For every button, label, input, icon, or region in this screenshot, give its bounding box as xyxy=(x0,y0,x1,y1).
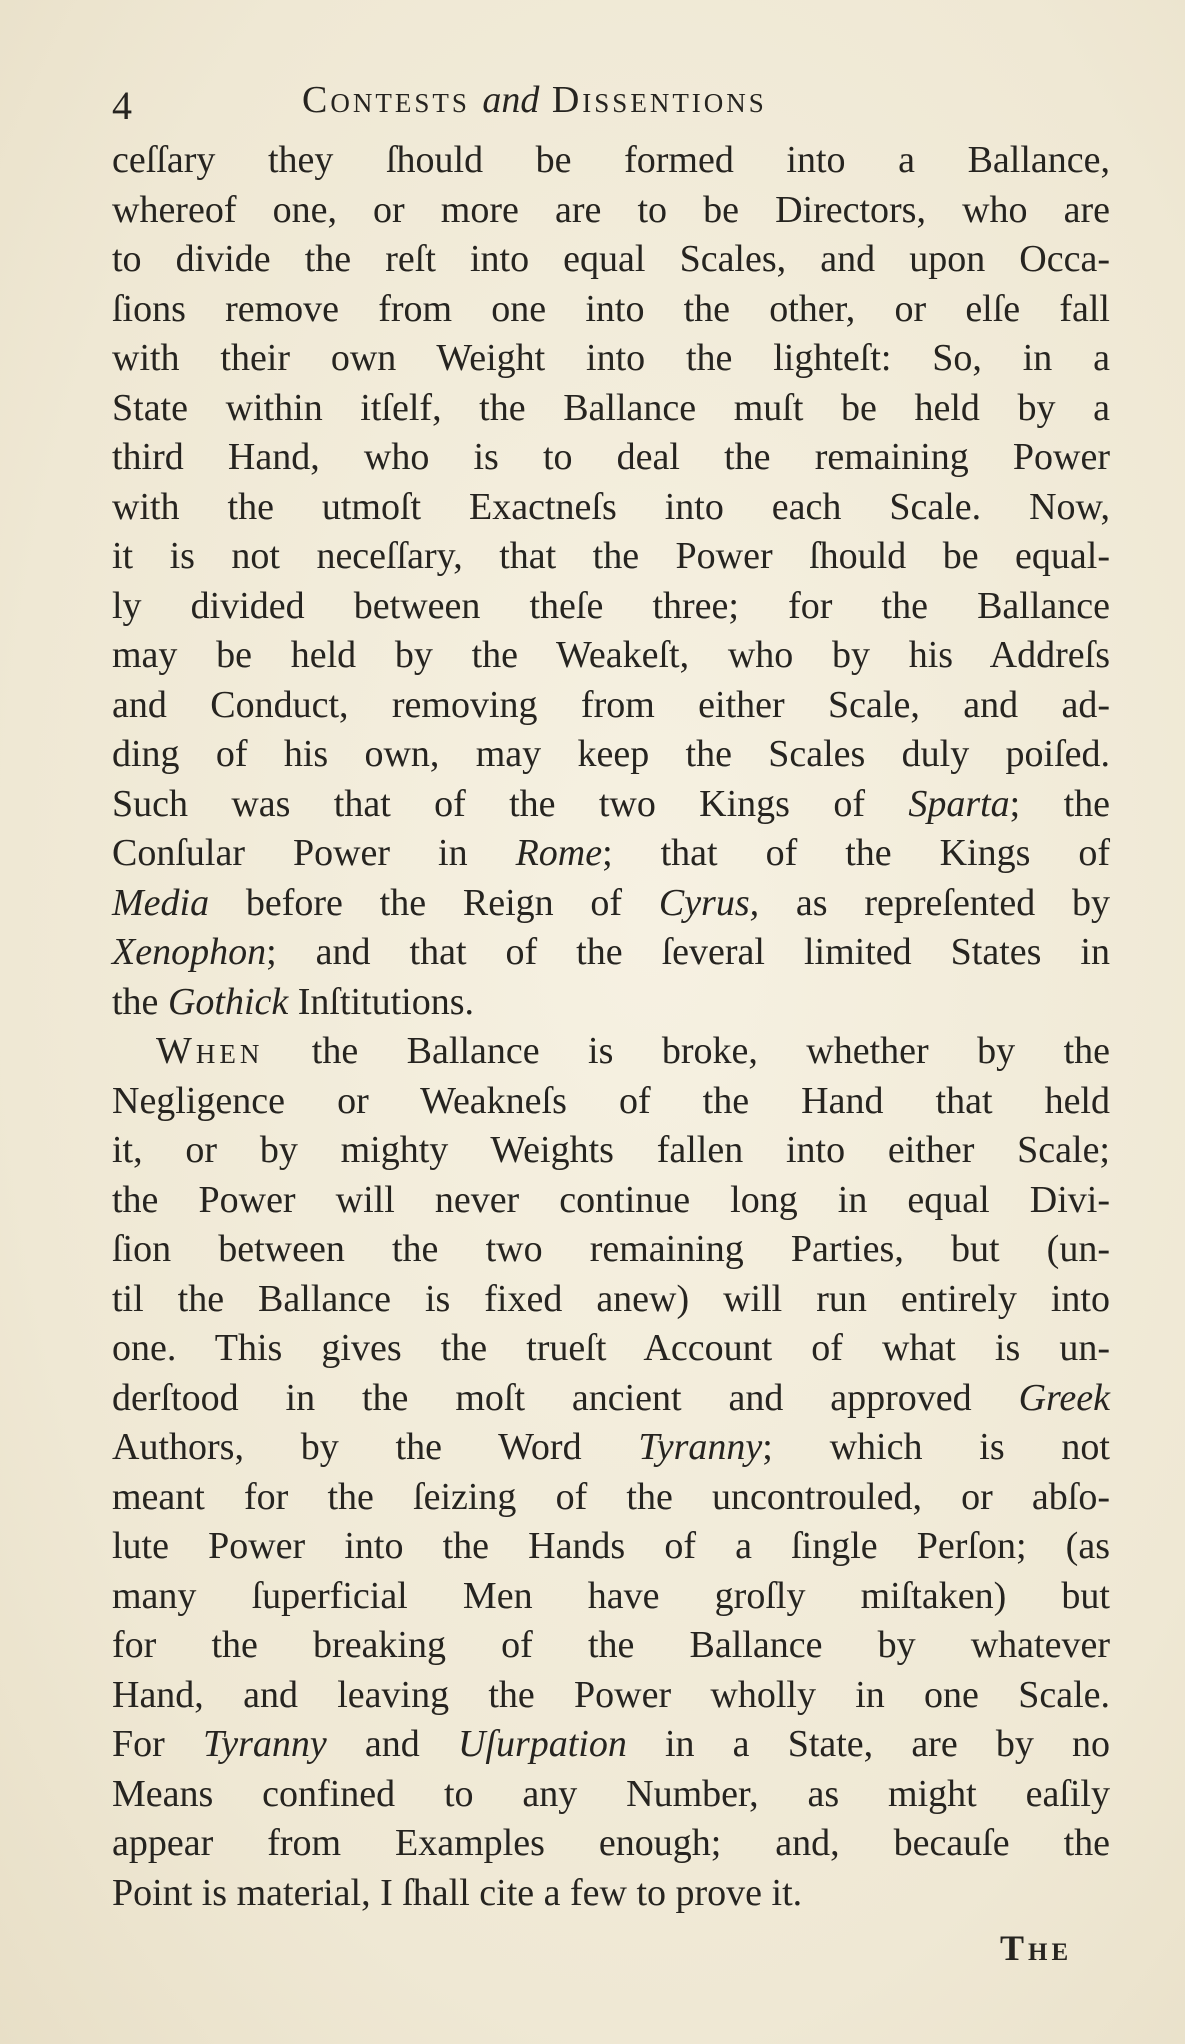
text-line xyxy=(112,1621,1110,1671)
text-span: ceſſary they ſhould be formed into a Ballance, xyxy=(112,139,1110,181)
text-line xyxy=(112,1819,1110,1869)
text-span: third Hand, who is to deal the remaining Power xyxy=(112,436,1110,478)
text-span: Authors, by the Word xyxy=(112,1426,639,1468)
text-span: to divide the reſt into equal Scales, and upon Occa- xyxy=(112,238,1110,280)
page-number: 4 xyxy=(112,83,135,128)
italic-text: Sparta xyxy=(908,782,1010,825)
text-span: Point is material, I ſhall cite a few to prove it. xyxy=(112,1871,803,1914)
text-line xyxy=(112,235,1110,285)
text-span: whereof one, or more are to be Directors, who are xyxy=(112,188,1110,231)
text-span: and xyxy=(326,1723,458,1765)
text-span: Hand, and leaving the Power wholly in one Scale. xyxy=(112,1673,1110,1716)
text-span: in a State, are by no xyxy=(626,1723,1110,1765)
text-line xyxy=(112,1077,1110,1127)
italic-text: Media xyxy=(112,881,210,924)
text-line xyxy=(112,334,1110,384)
text-span: and Conduct, removing from either Scale, and ad- xyxy=(112,683,1110,726)
text-line xyxy=(112,1126,1110,1176)
text-span: derſtood in the moſt ancient and approved xyxy=(112,1376,1019,1419)
text-span: lute Power into the Hands of a ſingle Perſon; (as xyxy=(112,1525,1110,1567)
text-span: Negligence or Weakneſs of the Hand that held xyxy=(112,1079,1110,1122)
text-line xyxy=(112,978,1110,1028)
text-line xyxy=(112,136,1110,186)
italic-text: Greek xyxy=(1018,1376,1110,1419)
italic-text: Rome xyxy=(515,832,603,874)
text-line xyxy=(112,1522,1110,1572)
text-line xyxy=(112,1027,1110,1077)
text-line xyxy=(112,1473,1110,1523)
text-span: it, or by mighty Weights fallen into either Scale; xyxy=(112,1129,1110,1171)
text-span: for the breaking of the Ballance by whatever xyxy=(112,1624,1110,1666)
text-line xyxy=(112,433,1110,483)
text-line xyxy=(112,1770,1110,1820)
text-line xyxy=(112,532,1110,582)
text-line xyxy=(112,285,1110,335)
italic-text: Tyranny xyxy=(202,1723,327,1765)
text-line xyxy=(112,928,1110,978)
text-span: with the utmoſt Exactneſs into each Scale. Now, xyxy=(112,485,1110,528)
text-line xyxy=(112,1275,1110,1325)
text-span: as repreſented by xyxy=(759,881,1111,924)
small-caps-word: When xyxy=(156,1030,264,1072)
text-span: Such was that of the two Kings of xyxy=(112,782,909,825)
text-span: Conſular Power in xyxy=(112,832,516,874)
body-text xyxy=(112,136,1110,1918)
text-line xyxy=(112,1671,1110,1721)
text-line xyxy=(112,1720,1110,1770)
text-span: State within itſelf, the Ballance muſt be held by a xyxy=(112,386,1110,429)
text-line xyxy=(112,1423,1110,1473)
text-line xyxy=(112,186,1110,236)
catchword: The xyxy=(1000,1928,1073,1968)
text-span: the Power will never continue long in equal Divi- xyxy=(112,1178,1110,1221)
text-span: appear from Examples enough; and, becauſe the xyxy=(112,1822,1110,1864)
text-span: meant for the ſeizing of the uncontrouled, or abſo- xyxy=(112,1475,1110,1518)
text-span: the xyxy=(112,980,168,1023)
text-span: ly divided between theſe three; for the Ballance xyxy=(112,584,1110,627)
text-span: ſion between the two remaining Parties, but (un- xyxy=(112,1228,1110,1270)
text-span: the Ballance is broke, whether by the xyxy=(263,1030,1110,1072)
running-head: Contests and Dissentions xyxy=(302,79,767,121)
italic-text: Tyranny xyxy=(638,1426,763,1468)
text-span: For xyxy=(112,1723,203,1765)
text-span: ; and that of the ſeveral limited States in xyxy=(266,931,1110,973)
text-line xyxy=(112,681,1110,731)
text-line xyxy=(112,1176,1110,1226)
text-span: before the Reign of xyxy=(209,881,659,924)
text-line xyxy=(112,384,1110,434)
text-line xyxy=(112,483,1110,533)
text-span: with their own Weight into the lighteſt: So, in a xyxy=(112,337,1110,379)
text-span: ; which is not xyxy=(762,1426,1110,1468)
text-line xyxy=(112,829,1110,879)
text-span: Means confined to any Number, as might eaſily xyxy=(112,1772,1110,1815)
text-span: til the Ballance is fixed anew) will run entirely into xyxy=(112,1277,1110,1320)
page-header xyxy=(112,72,1112,132)
text-span: Inſtitutions. xyxy=(288,980,475,1023)
text-line xyxy=(112,780,1110,830)
text-line xyxy=(112,631,1110,681)
text-line xyxy=(112,1324,1110,1374)
text-line xyxy=(112,1572,1110,1622)
italic-text: Cyrus, xyxy=(658,881,760,924)
text-line xyxy=(112,1225,1110,1275)
text-span: ſions remove from one into the other, or elſe fall xyxy=(112,287,1110,330)
italic-text: Gothick xyxy=(167,980,289,1023)
italic-text: Uſurpation xyxy=(457,1723,627,1765)
text-line xyxy=(112,730,1110,780)
text-span: ; the xyxy=(1009,782,1110,825)
text-span: many ſuperficial Men have groſly miſtaken) but xyxy=(112,1574,1110,1617)
text-line xyxy=(112,1374,1110,1424)
text-line xyxy=(112,1869,1110,1919)
text-line xyxy=(112,879,1110,929)
text-span: it is not neceſſary, that the Power ſhould be equal- xyxy=(112,535,1110,577)
text-span: ding of his own, may keep the Scales duly poiſed. xyxy=(112,733,1110,775)
text-span: one. This gives the trueſt Account of what is un- xyxy=(112,1327,1110,1369)
italic-text: Xenophon xyxy=(112,931,267,973)
text-line xyxy=(112,582,1110,632)
text-span: ; that of the Kings of xyxy=(602,832,1111,874)
text-span: may be held by the Weakeſt, who by his Addreſs xyxy=(112,634,1110,676)
